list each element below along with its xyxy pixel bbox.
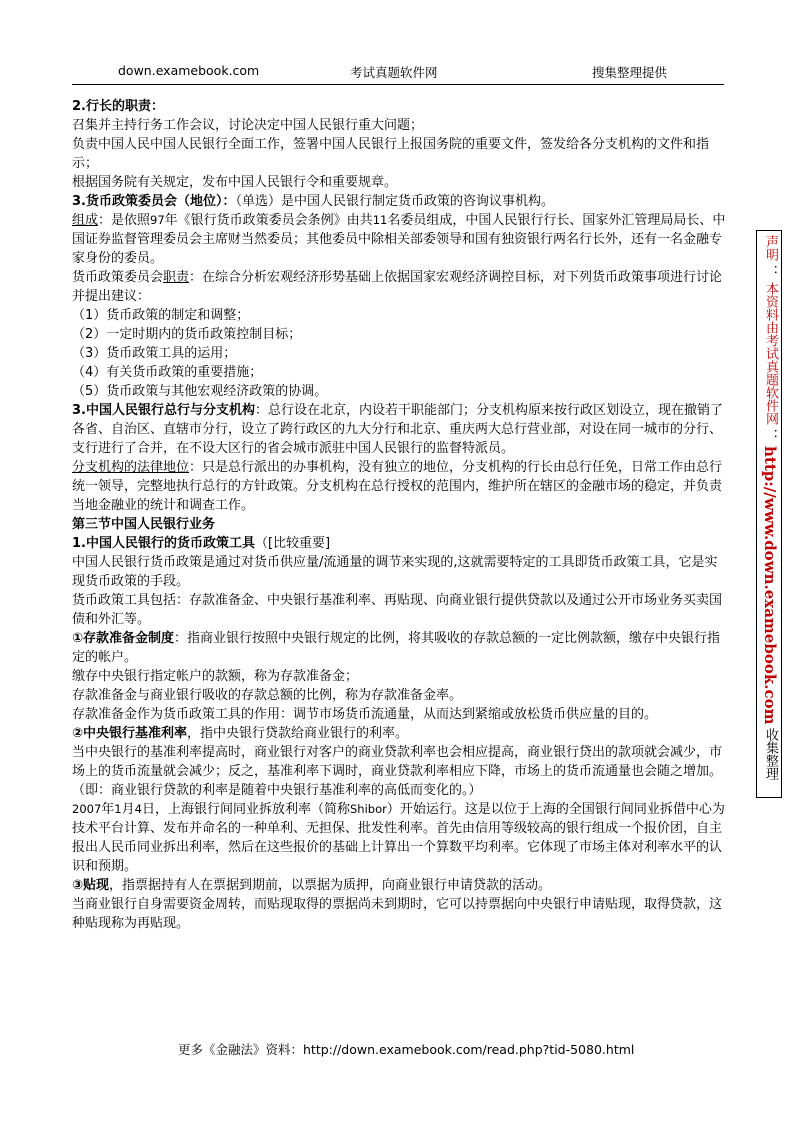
section-title-committee: 3.货币政策委员会（地位）： [72,194,236,209]
notice-label [760,235,780,265]
text-span: ：是依照 [98,213,151,228]
list-item: （2）一定时期内的货币政策控制目标； [72,327,302,342]
paragraph: 当商业银行自身需要资金周转，而贴现取得的票据尚未到期时，它可以持票据向中央银行申请贴现，取得贷款，这种贴现称为再贴现。 [72,897,723,931]
page-header [72,60,724,85]
text-span: 货币政策委员会 [72,270,164,285]
chapter-title: 第三节中国人民银行业务 [72,517,216,532]
paragraph: 负责中国人民中国人民银行全面工作，签署中国人民银行上报国务院的重要文件，签发给各分支机构的文件和指示； [72,137,710,171]
list-item: （5）货币政策与其他宏观经济政策的协调。 [72,384,328,399]
text-span: 4 [134,802,142,816]
paragraph-policy-tools-title [72,534,727,553]
header-site-name: 考试真题软件网 [350,65,438,80]
text-span: ：总行设在北京，内设若干职能部门；分支机构原来按行政区划设立，现在撤销了各省、自治区、直辖市分行，设立了跨行政区的九大分行和北京、重庆两大总行营业部，对设在同一城市的分行、支行进行了合并，在不设大区行的省会城市派驻中国人民银行的监督特派员。 [72,403,723,456]
paragraph: 中国人民银行货币政策是通过对货币供应量/流通量的调节来实现的,这就需要特定的工具即货币政策工具，它是实现货币政策的手段。 [72,555,718,589]
term-reserve-system: ①存款准备金制度 [72,631,175,646]
composition-label: 组成 [72,213,99,228]
notice-text: 本资料由考试真题软件网 [763,282,778,425]
paragraph-reserve-system [72,629,727,667]
text-span: ：只是总行派出的办事机构，没有独立的地位，分支机构的行长由总行任免，日常工作由总行统一领导，完整地执行总行的方针政策。分支机构在总行授权的范围内，维护所在辖区的金融市场的稳定，并负责当地金融业的统计和调查工作。 [72,460,723,513]
text-span: ，指票据持有人在票据到期前，以票据为质押，向商业银行申请贷款的活动。 [109,878,552,893]
paragraph: 召集并主持行务工作会议，讨论决定中国人民银行重大问题； [72,118,424,133]
paragraph: 货币政策工具包括：存款准备金、中央银行基准利率、再贴现、向商业银行提供贷款以及通过公开市场业务买卖国债和外汇等。 [72,593,723,627]
committee-intro: （单选）是中国人民银行制定货币政策的咨询议事机构。 [235,194,554,209]
text-span: 2007 [72,802,102,816]
text-span: ，指中央银行贷款给商业银行的利率。 [187,726,409,741]
section-title-president-duties: 2.行长的职责： [72,99,164,114]
document-body [72,97,727,933]
side-notice-box [756,230,782,798]
duties-label: 职责 [163,270,190,285]
paragraph-head-office-branches [72,401,727,458]
paragraph-benchmark-rate [72,724,727,743]
paragraph-branch-legal-status [72,458,727,515]
text-span: 1 [114,802,122,816]
section-title-head-office: 3.中国人民银行总行与分支机构 [72,403,255,418]
header-provider: 搜集整理提供 [592,65,668,80]
paragraph: 当中央银行的基准利率提高时，商业银行对客户的商业贷款利率也会相应提高，商业银行贷出的款项就会减少，市场上的货币流量就会减少；反之，基准利率下调时，商业贷款利率相应下降，市场上的货币流通量也会随之增加。（即：商业银行贷款的利率是随着中央银行基准利率的高低而变化的。） [72,745,723,798]
paragraph-discount [72,876,727,895]
paragraph-committee-duties [72,268,727,306]
section-title-policy-tools: 1.中国人民银行的货币政策工具 [72,536,255,551]
notice-url-link[interactable]: http://www.down.examebook.com [761,446,779,725]
notice-tail: 收集整理 [763,728,778,781]
paragraph-committee-position [72,192,727,211]
page-footer [178,1040,634,1058]
text-span: 年《银行货币政策委员会条例》由共 [164,213,373,228]
legal-status-label: 分支机构的法律地位 [72,460,190,475]
text-span: 11 [372,213,388,227]
text-span: 97 [150,213,165,227]
term-benchmark-rate: ②中央银行基准利率 [72,726,188,741]
text-span: 月 [121,802,135,817]
paragraph-shibor [72,800,727,876]
paragraph-committee-composition [72,211,727,268]
side-notice-text [760,235,780,784]
text-span: 声明 [763,235,778,261]
text-span: 名委员组成，中国人民银行行长、国家外汇管理局局长、中国证券监督管理委员会主席财当然委员；其他委员中除相关部委领导和国有独资银行两名行长外，还有一名金融专家身份的委员。 [72,213,726,266]
paragraph: 根据国务院有关规定，发布中国人民银行令和重要规章。 [72,175,398,190]
importance-note: （[比较重要] [254,536,331,551]
text-span: ）开始运行。这是以位于上海的全国银行间同业拆借中心为技术平台计算、发布并命名的一种单利、无担保、批发性利率。首先由信用等级较高的银行组成一个报价团，自主报出人民币同业拆出利率，然后在这些报价的基础上计算出一个算数平均利率。它体现了市场主体对利率水平的认识和预期。 [72,802,725,874]
list-item: （3）货币政策工具的运用； [72,346,237,361]
header-site-url: down.examebook.com [118,63,260,78]
paragraph: 存款准备金作为货币政策工具的作用：调节市场货币流通量，从而达到紧缩或放松货币供应量的目的。 [72,707,658,722]
text-span: ： [763,265,778,278]
text-span: Shibor [349,802,387,816]
list-item: （1）货币政策的制定和调整； [72,308,250,323]
text-span: ： [763,429,778,442]
text-span: ：指商业银行按照中央银行规定的比例，将其吸收的存款总额的一定比例款额，缴存中央银行指定的帐户。 [72,631,721,665]
term-discount: ③贴现 [72,878,110,893]
list-item: （4）有关货币政策的重要措施； [72,365,263,380]
text-span: 日，上海银行间同业拆放利率（简称 [141,802,350,817]
text-span: ：在综合分析宏观经济形势基础上依据国家宏观经济调控目标，对下列货币政策事项进行讨论并提出建议： [72,270,723,304]
paragraph: 存款准备金与商业银行吸收的存款总额的比例，称为存款准备金率。 [72,688,463,703]
text-span: 年 [101,802,115,817]
footer-more-link[interactable]: 更多《金融法》资料：http://down.examebook.com/read.php?tid-5080.html [178,1042,635,1057]
paragraph: 缴存中央银行指定帐户的款额，称为存款准备金； [72,669,359,684]
